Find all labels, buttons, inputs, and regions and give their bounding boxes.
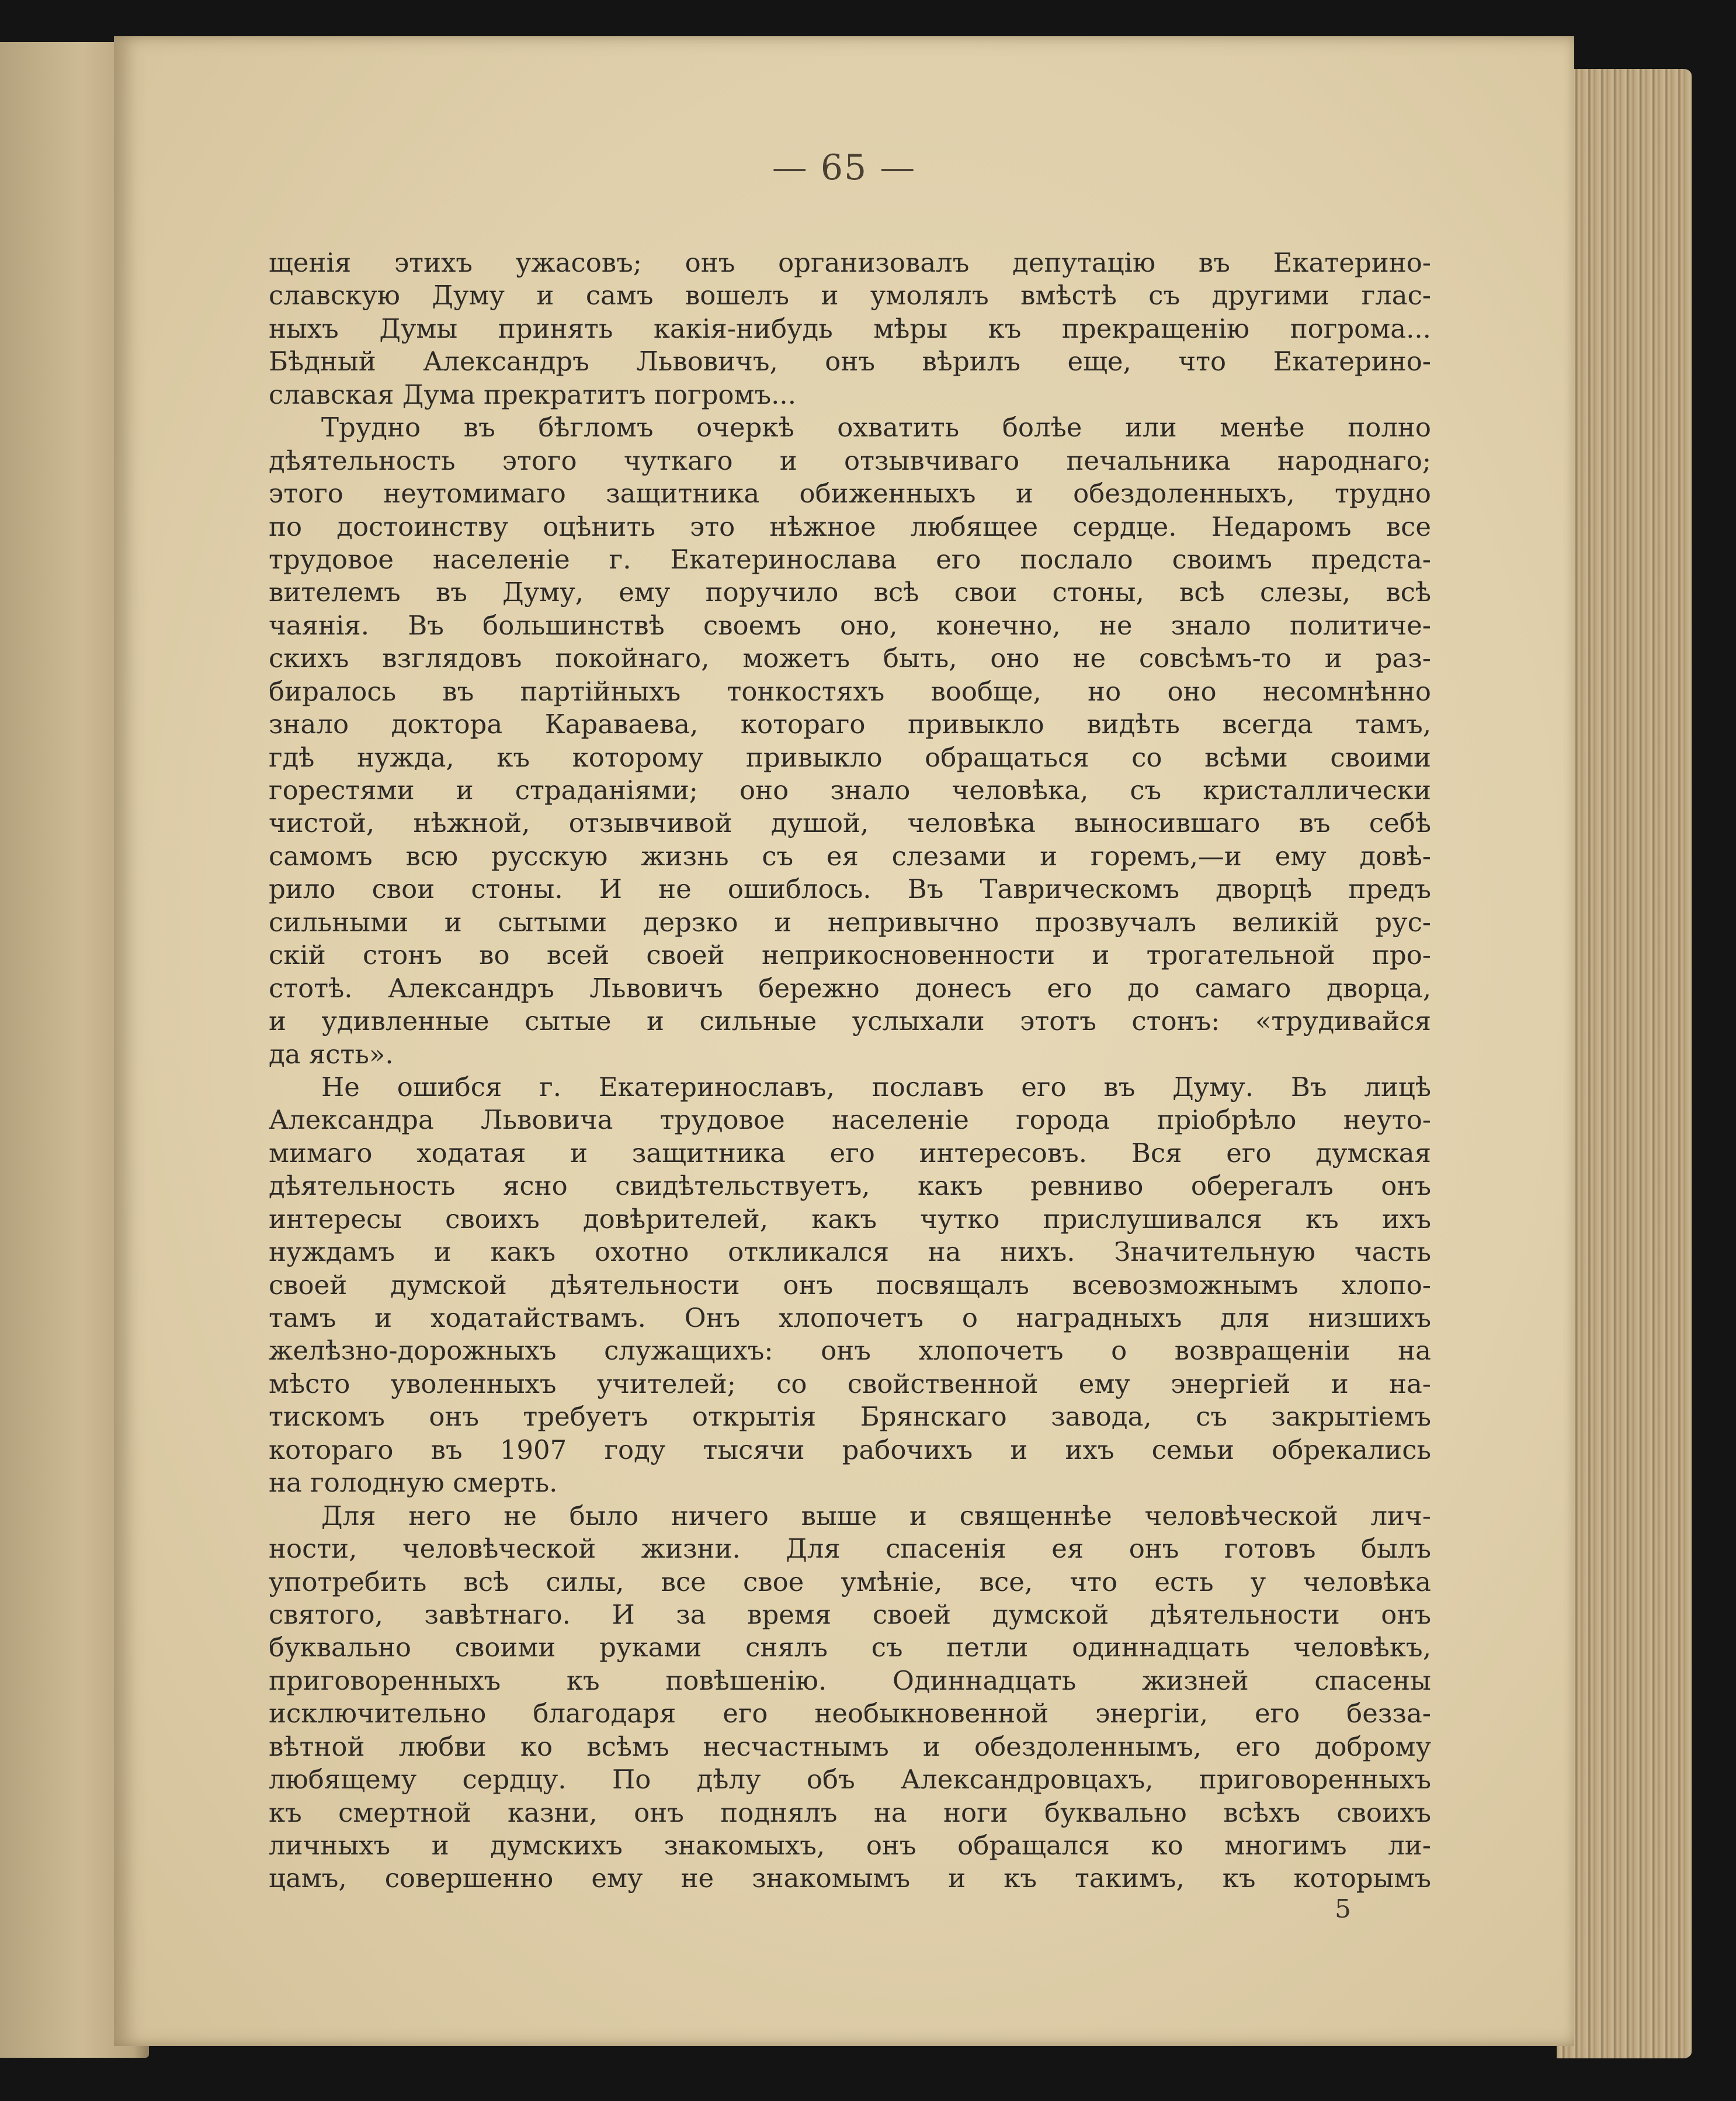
text-line: да ясть». [269, 1038, 394, 1070]
text-line: ности, человѣческой жизни. Для спасенія ея онъ готовъ былъ [269, 1533, 1431, 1565]
text-line: трудовое населеніе г. Екатеринослава его послало своимъ предста- [269, 543, 1431, 575]
text-line: на голодную смерть. [269, 1467, 558, 1499]
text-line: вителемъ въ Думу, ему поручило всѣ свои стоны, всѣ слезы, всѣ [269, 577, 1431, 608]
text-line: горестями и страданіями; оно знало человѣка, съ кристаллически [269, 775, 1431, 806]
text-line: мѣсто уволенныхъ учителей; со свойственной ему энергіей и на- [269, 1368, 1431, 1399]
text-line: котораго въ 1907 году тысячи рабочихъ и ихъ семьи обрекались [269, 1434, 1431, 1465]
text-line: самомъ всю русскую жизнь съ ея слезами и горемъ,—и ему довѣ- [269, 840, 1431, 872]
text-line: тискомъ онъ требуетъ открытія Брянскаго завода, съ закрытіемъ [269, 1401, 1431, 1433]
text-line: биралось въ партійныхъ тонкостяхъ вообще, но оно несомнѣнно [269, 675, 1431, 707]
text-line: знало доктора Караваева, котораго привыкло видѣть всегда тамъ, [269, 709, 1431, 740]
text-line: интересы своихъ довѣрителей, какъ чутко прислушивался къ ихъ [269, 1203, 1431, 1235]
text-line: славская Дума прекратитъ погромъ... [269, 379, 797, 410]
text-line: нуждамъ и какъ охотно откликался на нихъ. Значительную часть [269, 1236, 1431, 1268]
text-line: скій стонъ во всей своей неприкосновенности и трогательной про- [269, 939, 1431, 971]
page-number: — 65 — [772, 147, 916, 188]
text-line: исключительно благодаря его необыкновенной энергіи, его безза- [269, 1698, 1431, 1729]
text-line: и удивленные сытые и сильные услыхали этотъ стонъ: «трудивайся [269, 1006, 1431, 1037]
book-page [114, 36, 1574, 2046]
text-line: желѣзно-дорожныхъ служащихъ: онъ хлопочетъ о возвращеніи на [269, 1335, 1431, 1367]
text-line: личныхъ и думскихъ знакомыхъ, онъ обращался ко многимъ ли- [269, 1830, 1431, 1861]
text-line: Не ошибся г. Екатеринославъ, пославъ его въ Думу. Въ лицѣ [321, 1071, 1431, 1102]
text-line: любящему сердцу. По дѣлу объ Александровцахъ, приговоренныхъ [269, 1764, 1431, 1795]
text-line: дѣятельность ясно свидѣтельствуетъ, какъ ревниво оберегалъ онъ [269, 1170, 1431, 1202]
page-stack-edge [1557, 69, 1692, 2058]
text-line: Александра Львовича трудовое населеніе города пріобрѣло неуто- [269, 1104, 1431, 1136]
text-line: рило свои стоны. И не ошиблось. Въ Таврическомъ дворцѣ предъ [269, 873, 1431, 905]
text-line: скихъ взглядовъ покойнаго, можетъ быть, оно не совсѣмъ-то и раз- [269, 643, 1431, 674]
signature-mark: 5 [1335, 1894, 1351, 1924]
text-line: Для него не было ничего выше и священнѣе человѣческой лич- [321, 1500, 1431, 1531]
text-line: дѣятельность этого чуткаго и отзывчиваго печальника народнаго; [269, 445, 1431, 476]
text-line: цамъ, совершенно ему не знакомымъ и къ такимъ, къ которымъ [269, 1863, 1431, 1894]
text-line: святого, завѣтнаго. И за время своей думской дѣятельности онъ [269, 1599, 1431, 1630]
text-line: сильными и сытыми дерзко и непривычно прозвучалъ великій рус- [269, 906, 1431, 938]
text-line: употребить всѣ силы, все свое умѣніе, все, что есть у человѣка [269, 1566, 1431, 1597]
text-line: по достоинству оцѣнить это нѣжное любящее сердце. Недаромъ все [269, 511, 1431, 542]
text-line: Бѣдный Александръ Львовичъ, онъ вѣрилъ еще, что Екатерино- [269, 346, 1431, 377]
text-line: этого неутомимаго защитника обиженныхъ и обездоленныхъ, трудно [269, 478, 1431, 509]
text-line: чистой, нѣжной, отзывчивой душой, человѣка выносившаго въ себѣ [269, 807, 1431, 839]
text-line: приговоренныхъ къ повѣшенію. Одиннадцать жизней спасены [269, 1665, 1431, 1696]
text-line: стотѣ. Александръ Львовичъ бережно донесъ его до самаго дворца, [269, 972, 1431, 1004]
text-line: ныхъ Думы принять какія-нибудь мѣры къ прекращенію погрома... [269, 313, 1431, 344]
body-text [269, 247, 1431, 1895]
text-line: щенія этихъ ужасовъ; онъ организовалъ депутацію въ Екатерино- [269, 247, 1431, 278]
text-line: тамъ и ходатайствамъ. Онъ хлопочетъ о наградныхъ для низшихъ [269, 1302, 1431, 1333]
text-line: гдѣ нужда, къ которому привыкло обращаться со всѣми своими [269, 741, 1431, 773]
text-line: Трудно въ бѣгломъ очеркѣ охватить болѣе или менѣе полно [321, 412, 1431, 443]
text-line: буквально своими руками снялъ съ петли одиннадцать человѣкъ, [269, 1632, 1431, 1663]
text-line: славскую Думу и самъ вошелъ и умолялъ вмѣстѣ съ другими глас- [269, 280, 1431, 311]
text-line: своей думской дѣятельности онъ посвящалъ всевозможнымъ хлопо- [269, 1269, 1431, 1301]
text-line: къ смертной казни, онъ поднялъ на ноги буквально всѣхъ своихъ [269, 1797, 1431, 1828]
text-line: мимаго ходатая и защитника его интересовъ. Вся его думская [269, 1137, 1431, 1169]
text-line: чаянія. Въ большинствѣ своемъ оно, конечно, не знало политиче- [269, 609, 1431, 641]
text-line: вѣтной любви ко всѣмъ несчастнымъ и обездоленнымъ, его доброму [269, 1731, 1431, 1762]
